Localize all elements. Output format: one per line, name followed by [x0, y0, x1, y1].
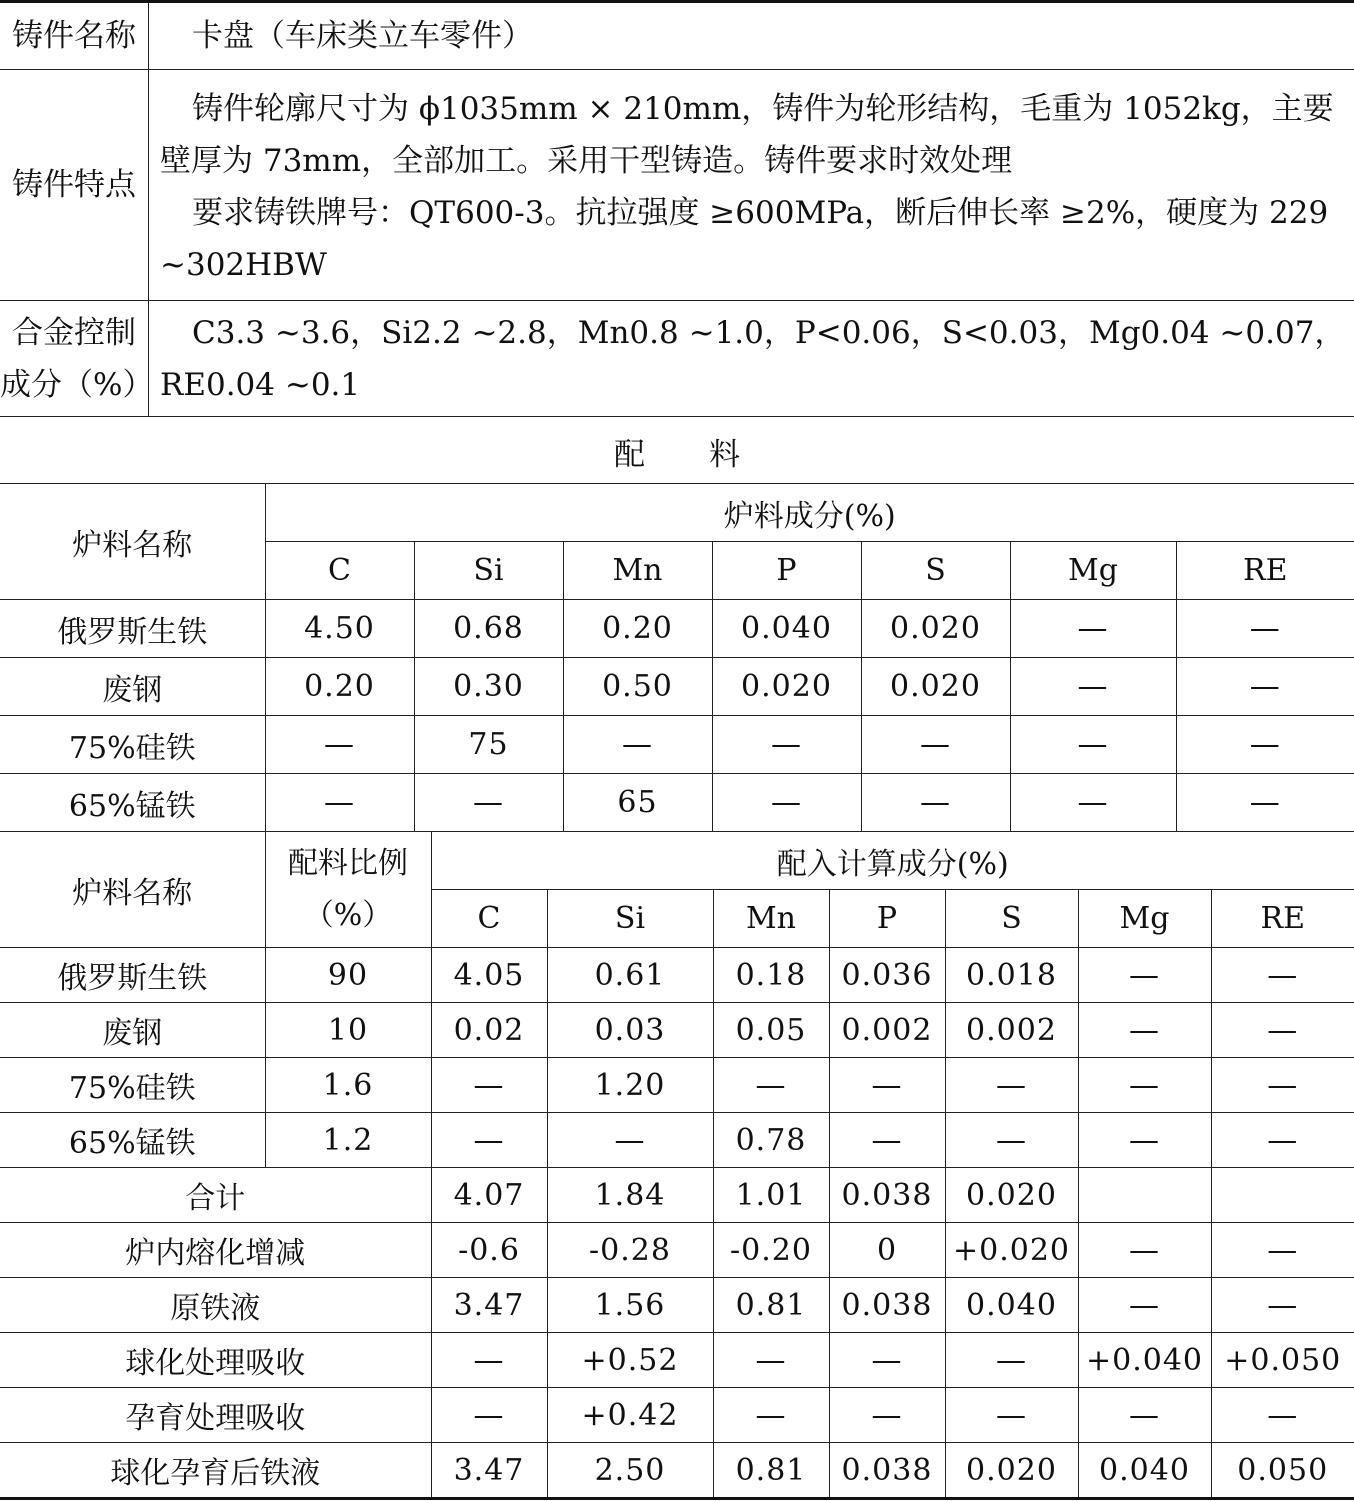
charge-element-c: C: [265, 542, 414, 600]
alloy-value-text: C3.3 ~3.6，Si2.2 ~2.8，Mn0.8 ~1.0，P<0.06，S<0.03，Mg0.04 ~0.07，RE0.04 ~0.1: [160, 315, 1346, 403]
summary-row-name: 孕育处理吸收: [0, 1388, 431, 1443]
charge-row-value: —: [1010, 658, 1176, 716]
calc-row-value: —: [431, 1058, 547, 1113]
charge-row-value: —: [1010, 716, 1176, 774]
summary-row-value: 0.038: [829, 1443, 945, 1498]
charge-row-value: —: [1010, 774, 1176, 832]
charge-row-value: —: [1176, 600, 1354, 658]
calc-comp-header: 配入计算成分(%): [431, 832, 1354, 890]
charge-row-value: —: [861, 774, 1010, 832]
charge-row-name: 75%硅铁: [0, 716, 265, 774]
casting-features-value: [160, 83, 1346, 291]
summary-row: [0, 1333, 1354, 1388]
summary-row-value: [1211, 1168, 1354, 1223]
charge-row-value: 0.20: [265, 658, 414, 716]
summary-row-value: —: [431, 1333, 547, 1388]
charge-row-value: 0.30: [414, 658, 563, 716]
features-line-1: 铸件轮廓尺寸为 ϕ1035mm × 210mm，铸件为轮形结构，毛重为 1052kg，主要壁厚为 73mm，全部加工。采用干型铸造。铸件要求时效处理: [160, 91, 1334, 179]
calc-row-ratio: 1.6: [265, 1058, 431, 1113]
charge-row-value: —: [712, 716, 861, 774]
summary-row-value: +0.050: [1211, 1333, 1354, 1388]
charge-row: [0, 600, 1354, 658]
summary-row-value: 0: [829, 1223, 945, 1278]
calc-row-value: 0.03: [547, 1003, 713, 1058]
charge-row-name: 65%锰铁: [0, 774, 265, 832]
calc-row-value: —: [1211, 1003, 1354, 1058]
charge-element-p: P: [712, 542, 861, 600]
charge-element-si: Si: [414, 542, 563, 600]
charge-row-value: 0.68: [414, 600, 563, 658]
calc-element-mg: Mg: [1078, 890, 1211, 948]
calc-ratio-header-line-2: （%）: [303, 897, 393, 933]
summary-row-value: +0.040: [1078, 1333, 1211, 1388]
calc-row-ratio: 90: [265, 948, 431, 1003]
casting-features-label: 铸件特点: [0, 70, 149, 300]
summary-row-value: 0.050: [1211, 1443, 1354, 1498]
summary-row-value: 3.47: [431, 1443, 547, 1498]
charge-row-value: 65: [563, 774, 712, 832]
calc-row-value: 4.05: [431, 948, 547, 1003]
charge-table-body: [0, 600, 1354, 832]
summary-row-value: —: [1078, 1223, 1211, 1278]
summary-row-value: —: [1211, 1223, 1354, 1278]
charge-row-value: 0.040: [712, 600, 861, 658]
calc-row-value: —: [829, 1113, 945, 1168]
calc-element-si: Si: [547, 890, 713, 948]
summary-row-value: —: [1211, 1388, 1354, 1443]
calc-ratio-header-line-1: 配料比例: [288, 845, 408, 881]
calc-row-value: —: [829, 1058, 945, 1113]
charge-row-value: —: [563, 716, 712, 774]
summary-row-value: 1.84: [547, 1168, 713, 1223]
alloy-label-line-2: 成分（%）: [0, 366, 154, 403]
calc-row-value: —: [1078, 1113, 1211, 1168]
calc-row-value: —: [1078, 948, 1211, 1003]
calc-row-value: —: [431, 1113, 547, 1168]
casting-info: [0, 3, 1354, 417]
calc-row-value: —: [547, 1113, 713, 1168]
charge-row-value: 0.020: [712, 658, 861, 716]
summary-row: [0, 1388, 1354, 1443]
summary-row: [0, 1168, 1354, 1223]
summary-row-name: 球化处理吸收: [0, 1333, 431, 1388]
calc-row-value: 0.18: [713, 948, 829, 1003]
summary-row-value: 1.56: [547, 1278, 713, 1333]
summary-row: [0, 1223, 1354, 1278]
summary-row-value: 0.020: [945, 1168, 1078, 1223]
charge-comp-header: 炉料成分(%): [265, 484, 1354, 542]
summary-row-value: —: [945, 1333, 1078, 1388]
calc-row-name: 75%硅铁: [0, 1058, 265, 1113]
calc-row-name: 俄罗斯生铁: [0, 948, 265, 1003]
features-line-2: 要求铸铁牌号：QT600-3。抗拉强度 ≥600MPa，断后伸长率 ≥2%，硬度为 229 ~302HBW: [160, 195, 1329, 283]
charge-row-value: 0.020: [861, 600, 1010, 658]
bottom-rule: [0, 1497, 1354, 1500]
summary-row-value: +0.020: [945, 1223, 1078, 1278]
charge-row-value: 0.50: [563, 658, 712, 716]
charge-row-value: —: [265, 716, 414, 774]
calc-element-re: RE: [1211, 890, 1354, 948]
calc-name-header: 炉料名称: [0, 832, 265, 948]
summary-row-value: —: [1078, 1388, 1211, 1443]
charge-row-value: 4.50: [265, 600, 414, 658]
summary-row-value: 0.040: [1078, 1443, 1211, 1498]
charge-element-s: S: [861, 542, 1010, 600]
charge-composition-table: [0, 483, 1354, 832]
casting-name-label: 铸件名称: [0, 3, 149, 69]
charge-row: [0, 774, 1354, 832]
calc-row-value: 0.02: [431, 1003, 547, 1058]
summary-row-name: 原铁液: [0, 1278, 431, 1333]
calc-row: [0, 1058, 1354, 1113]
calc-row: [0, 1113, 1354, 1168]
summary-row-value: 0.040: [945, 1278, 1078, 1333]
summary-row-value: —: [713, 1388, 829, 1443]
summary-row-value: —: [829, 1388, 945, 1443]
summary-row-value: 4.07: [431, 1168, 547, 1223]
section-title: 配料: [614, 436, 804, 473]
casting-features-row: [0, 70, 1354, 301]
summary-row-value: —: [1078, 1278, 1211, 1333]
charge-row-value: 0.20: [563, 600, 712, 658]
summary-row-value: 1.01: [713, 1168, 829, 1223]
calc-row-value: 0.61: [547, 948, 713, 1003]
summary-row-name: 球化孕育后铁液: [0, 1443, 431, 1498]
summary-row-value: 2.50: [547, 1443, 713, 1498]
summary-row-value: 0.038: [829, 1278, 945, 1333]
calc-row-value: —: [1078, 1058, 1211, 1113]
summary-row-value: -0.28: [547, 1223, 713, 1278]
alloy-value: [160, 307, 1346, 411]
summary-row-value: 0.038: [829, 1168, 945, 1223]
calc-row-name: 65%锰铁: [0, 1113, 265, 1168]
alloy-label-line-1: 合金控制: [12, 314, 136, 351]
summary-row-value: [1078, 1168, 1211, 1223]
summary-row-name: 合计: [0, 1168, 431, 1223]
calc-row-value: 0.002: [945, 1003, 1078, 1058]
charge-row-value: 0.020: [861, 658, 1010, 716]
calc-ratio-header: [265, 832, 431, 948]
calc-row-ratio: 1.2: [265, 1113, 431, 1168]
calc-row-value: 0.036: [829, 948, 945, 1003]
calc-row-value: —: [945, 1113, 1078, 1168]
summary-row-value: +0.52: [547, 1333, 713, 1388]
calc-row-value: —: [1211, 948, 1354, 1003]
charge-row-value: 75: [414, 716, 563, 774]
calc-row-value: —: [713, 1058, 829, 1113]
summary-row-value: -0.20: [713, 1223, 829, 1278]
charge-row: [0, 658, 1354, 716]
summary-row-value: —: [829, 1333, 945, 1388]
summary-row-value: 0.81: [713, 1278, 829, 1333]
charge-element-mg: Mg: [1010, 542, 1176, 600]
calc-row-value: 0.018: [945, 948, 1078, 1003]
summary-row-value: +0.42: [547, 1388, 713, 1443]
calc-row-value: 1.20: [547, 1058, 713, 1113]
calc-row: [0, 948, 1354, 1003]
summary-row-value: -0.6: [431, 1223, 547, 1278]
summary-row-value: 3.47: [431, 1278, 547, 1333]
calc-row-value: 0.002: [829, 1003, 945, 1058]
charge-row-name: 俄罗斯生铁: [0, 600, 265, 658]
calc-row-value: —: [1211, 1113, 1354, 1168]
calc-row-value: 0.78: [713, 1113, 829, 1168]
summary-row-value: 0.020: [945, 1443, 1078, 1498]
calc-element-s: S: [945, 890, 1078, 948]
calc-row-value: —: [945, 1058, 1078, 1113]
charge-element-re: RE: [1176, 542, 1354, 600]
charge-row-value: —: [1010, 600, 1176, 658]
summary-row-name: 炉内熔化增减: [0, 1223, 431, 1278]
calc-row-value: —: [1078, 1003, 1211, 1058]
casting-name-value: 卡盘（车床类立车零件）: [192, 18, 533, 54]
calc-row-ratio: 10: [265, 1003, 431, 1058]
charge-element-mn: Mn: [563, 542, 712, 600]
charge-row-name: 废钢: [0, 658, 265, 716]
summary-row-value: —: [1211, 1278, 1354, 1333]
calc-row-value: 0.05: [713, 1003, 829, 1058]
calc-row: [0, 1003, 1354, 1058]
summary-row-value: —: [431, 1388, 547, 1443]
calc-element-c: C: [431, 890, 547, 948]
charge-row-value: —: [414, 774, 563, 832]
summary-row: [0, 1278, 1354, 1333]
calc-element-p: P: [829, 890, 945, 948]
calc-row-name: 废钢: [0, 1003, 265, 1058]
summary-row: [0, 1443, 1354, 1498]
charge-row-value: —: [712, 774, 861, 832]
summary-row-value: —: [945, 1388, 1078, 1443]
calc-table-body: [0, 948, 1354, 1498]
summary-row-value: 0.81: [713, 1443, 829, 1498]
alloy-label: [0, 301, 154, 416]
alloy-row: [0, 301, 1354, 417]
charge-row-value: —: [265, 774, 414, 832]
charge-row: [0, 716, 1354, 774]
summary-row-value: —: [713, 1333, 829, 1388]
charge-row-value: —: [1176, 658, 1354, 716]
calc-element-mn: Mn: [713, 890, 829, 948]
casting-name-row: [0, 3, 1354, 70]
charge-row-value: —: [1176, 716, 1354, 774]
charge-row-value: —: [1176, 774, 1354, 832]
calc-composition-table: [0, 831, 1354, 1498]
charge-name-header: 炉料名称: [0, 484, 265, 600]
charge-row-value: —: [861, 716, 1010, 774]
calc-row-value: —: [1211, 1058, 1354, 1113]
